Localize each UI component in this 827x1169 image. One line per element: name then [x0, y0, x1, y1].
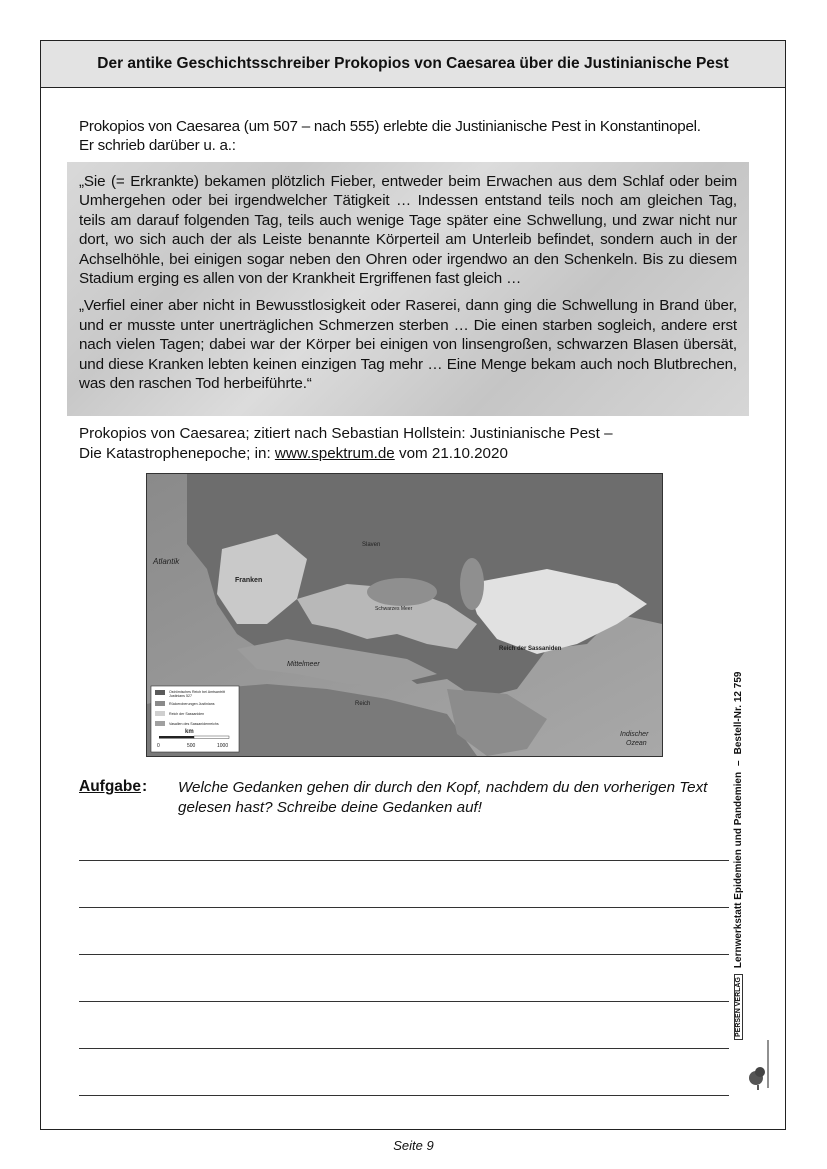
publisher-logo	[746, 1010, 778, 1090]
intro-line-1: Prokopios von Caesarea (um 507 – nach 555) erlebte die Justinianische Pest in Konstantinopel.	[79, 118, 701, 135]
source-suffix: vom 21.10.2020	[394, 444, 508, 462]
quote-paragraph-1: „Sie (= Erkrankte) bekamen plötzlich Fieber, entweder beim Erwachen aus dem Schlaf oder beim Umhergehen oder bei irgendwelcher Tätigkeit … Indessen entstand teils noch am gleichen Tag, teils am darauf folgenden Tag, teils auch wenige Tage später eine Schwellung, und zwar nicht nur dort, wo sich auch der als Leiste benannte Körperteil am Unterleib befindet, sondern auch in der Achselhöhle, bei einigen sogar neben den Ohren oder irgendwo an den Schenkeln. Bis zu diesem Stadium erging es allen von der Krankheit Ergriffenen fast gleich …	[79, 173, 737, 288]
quote-box	[67, 162, 749, 416]
map-black-sea	[367, 578, 437, 606]
writing-line[interactable]	[79, 1095, 729, 1096]
page-title: Der antike Geschichtsschreiber Prokopios von Caesarea über die Justinianische Pest	[41, 41, 785, 88]
source-prefix: Die Katastrophenepoche; in:	[79, 444, 275, 462]
map-legend	[151, 686, 239, 752]
map-label-sassaniden: Reich der Sassaniden	[499, 646, 562, 652]
source-link[interactable]: www.spektrum.de	[274, 444, 395, 462]
intro-line-2: Er schrieb darüber u. a.:	[79, 137, 236, 154]
map-label-mittelmeer: Mittelmeer	[287, 661, 320, 668]
writing-line[interactable]	[79, 1001, 729, 1002]
legend-item-1b: Justinians 527	[169, 694, 192, 698]
task-colon: :	[142, 778, 148, 795]
order-number: Bestell-Nr. 12 759	[733, 671, 744, 755]
map-label-ozean: Ozean	[626, 740, 647, 747]
map-label-schwarzes-meer: Schwarzes Meer	[375, 606, 413, 612]
scale-tick-500: 500	[187, 743, 196, 749]
map-graphic	[147, 474, 662, 756]
task-label: Aufgabe	[79, 778, 141, 795]
tree-icon	[746, 1010, 778, 1090]
worksheet-frame	[40, 40, 786, 1130]
map-label-reich: Reich	[355, 701, 371, 707]
writing-line[interactable]	[79, 907, 729, 908]
quote-paragraph-2: „Verfiel einer aber nicht in Bewusstlosigkeit oder Raserei, dann ging die Schwellung in Brand über, und er musste unter unerträglichen Schmerzen sterben … Die einen starben sogleich, andere erst nach vielen Tagen; dabei war der Körper bei einigen von linsengroßen, schwarzen Blasen übersät, und diese Kranken lebten keinen einzigen Tag mehr … Eine Menge bekam auch noch Blutbrechen, was den raschen Tod herbeiführte.“	[79, 297, 737, 393]
legend-item-4: Vasallen des Sassanidenreichs	[169, 722, 219, 726]
scale-unit: km	[185, 729, 194, 735]
map-label-slaven: Slaven	[362, 542, 381, 548]
page-number: Seite 9	[393, 1138, 434, 1153]
map-label-atlantik: Atlantik	[153, 557, 180, 566]
intro-text	[79, 117, 739, 155]
source-line-1: Prokopios von Caesarea; zitiert nach Sebastian Hollstein: Justinianische Pest –	[79, 425, 613, 442]
scale-tick-0: 0	[157, 743, 160, 749]
writing-line[interactable]	[79, 860, 729, 861]
map-label-indischer: Indischer	[620, 731, 649, 738]
sidebar-info	[733, 660, 744, 1040]
historical-map	[146, 473, 663, 757]
map-caspian-sea	[460, 558, 484, 610]
scale-tick-1000: 1000	[217, 743, 229, 749]
writing-line[interactable]	[79, 1048, 729, 1049]
legend-item-1a: Oströmisches Reich bei Amtsantritt	[169, 690, 225, 694]
legend-item-2: Rückeroberungen Justinians	[169, 702, 215, 706]
legend-item-3: Reich der Sassaniden	[169, 712, 205, 716]
sidebar-separator: –	[733, 760, 744, 766]
task-text: Welche Gedanken gehen dir durch den Kopf, nachdem du den vorherigen Text gelesen hast? Schreibe deine Gedanken auf!	[178, 779, 708, 816]
book-title: Lernwerkstatt Epidemien und Pandemien	[733, 771, 744, 969]
source-line-2	[79, 444, 739, 464]
publisher-name: PERSEN VERLAG	[734, 974, 743, 1040]
writing-line[interactable]	[79, 954, 729, 955]
map-label-franken: Franken	[235, 577, 263, 584]
source-citation	[79, 424, 739, 463]
